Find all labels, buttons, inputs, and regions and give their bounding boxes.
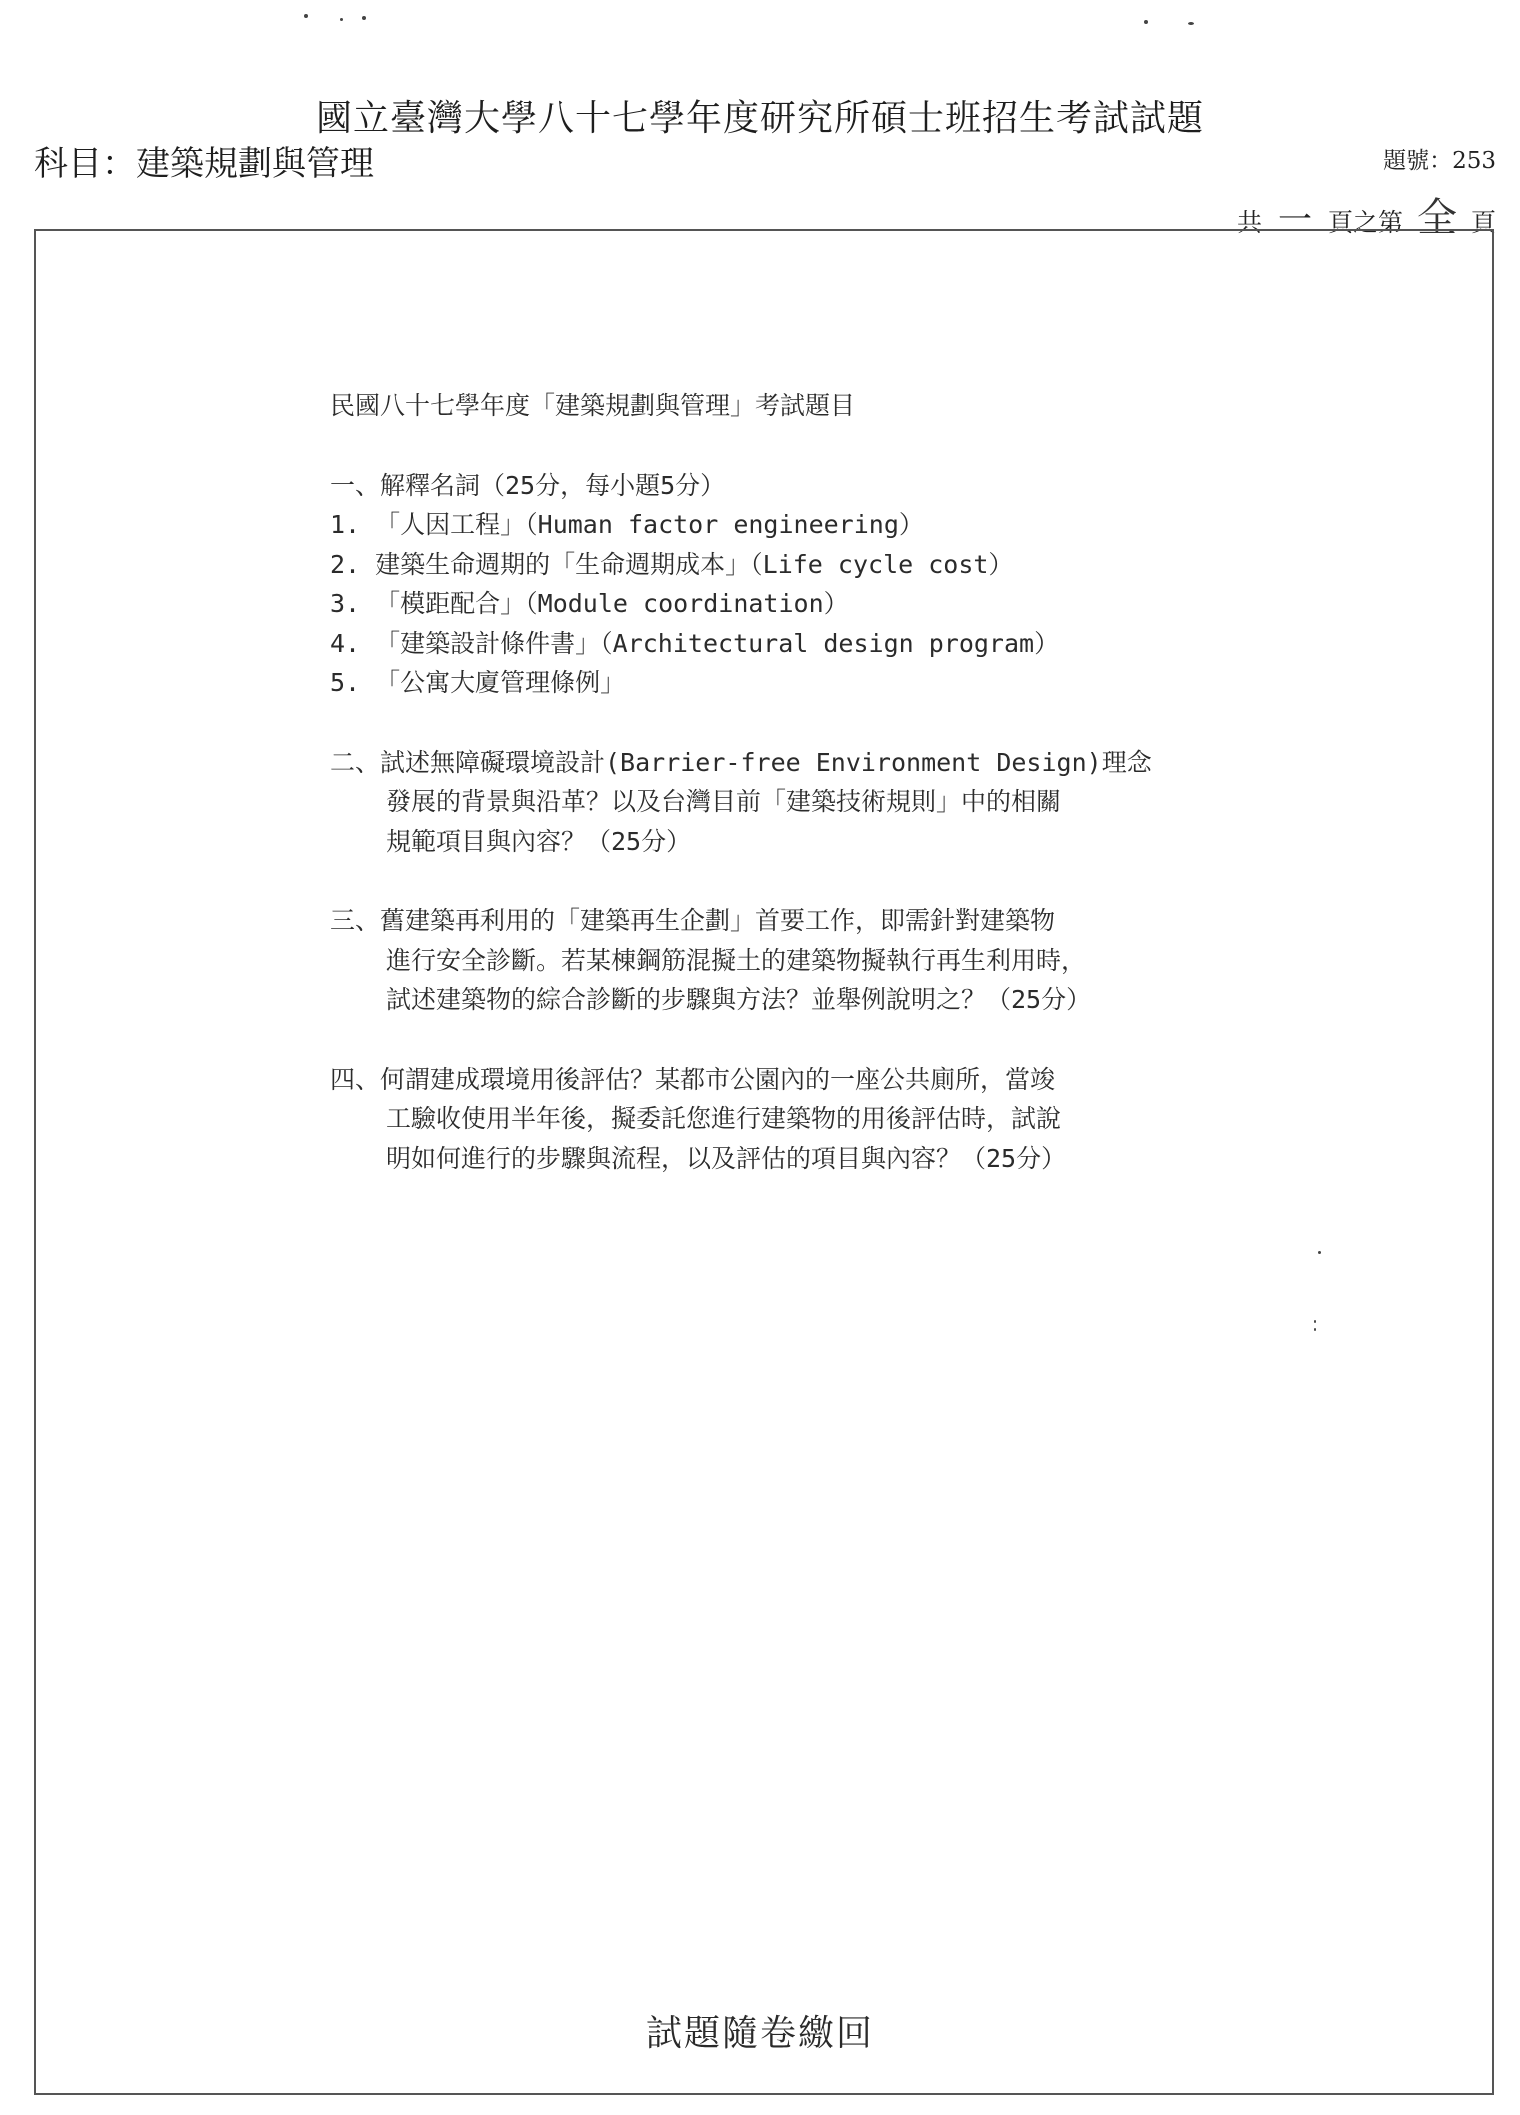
section-4 (330, 1060, 1250, 1179)
section-4-line: 明如何進行的步驟與流程，以及評估的項目與內容？（25分） (386, 1143, 1067, 1173)
page-current: 全 (1416, 195, 1457, 241)
section-2-line: 二、試述無障礙環境設計(Barrier-free Environment Design)理念 (330, 747, 1152, 777)
page-suffix: 頁 (1470, 208, 1496, 237)
section-1-title: 一、解釋名詞（25分，每小題5分） (330, 470, 726, 500)
section-1-item: 1. 「人因工程」（Human factor engineering） (330, 510, 924, 539)
subject-label: 科目：建築規劃與管理 (34, 144, 374, 184)
page-prefix: 共 (1236, 208, 1262, 237)
section-2 (330, 743, 1250, 862)
return-paper-note: 試題隨卷繳回 (645, 2013, 874, 2054)
section-1-item: 2. 建築生命週期的「生命週期成本」（Life cycle cost） (330, 549, 1014, 579)
section-4-line: 四、何謂建成環境用後評估？某都市公園內的一座公共廁所，當竣 (330, 1064, 1056, 1094)
question-number: 題號：253 (1383, 148, 1496, 174)
scan-speck (1314, 1320, 1316, 1323)
section-3-line: 進行安全診斷。若某棟鋼筋混擬土的建築物擬執行再生利用時， (386, 945, 1087, 975)
exam-title: 國立臺灣大學八十七學年度研究所碩士班招生考試試題 (315, 98, 1204, 139)
scan-speck (340, 18, 343, 21)
section-1-item: 4. 「建築設計條件書」（Architectural design program） (330, 628, 1060, 658)
exam-content (330, 386, 1250, 1178)
page-total: 一 (1277, 200, 1312, 240)
scan-speck (1188, 22, 1194, 25)
section-3-line: 三、舊建築再利用的「建築再生企劃」首要工作，即需針對建築物 (330, 906, 1056, 935)
scan-speck (1318, 1251, 1321, 1254)
section-3-line: 試述建築物的綜合診斷的步驟與方法？並舉例說明之？（25分） (386, 985, 1092, 1014)
section-1-item: 3. 「模距配合」（Module coordination） (330, 589, 849, 618)
exam-heading: 民國八十七學年度「建築規劃與管理」考試題目 (330, 391, 856, 420)
scan-speck (1144, 20, 1148, 24)
scan-speck (1314, 1328, 1316, 1331)
section-2-line: 發展的背景與沿革？以及台灣目前「建築技術規則」中的相關 (386, 787, 1062, 816)
scan-speck (362, 16, 366, 20)
section-2-line: 規範項目與內容？（25分） (386, 826, 692, 856)
section-4-line: 工驗收使用半年後，擬委託您進行建築物的用後評估時，試說 (386, 1104, 1062, 1133)
page-mid: 頁之第 (1327, 208, 1403, 237)
section-3 (330, 901, 1250, 1020)
scan-speck (304, 14, 308, 18)
section-1 (330, 466, 1250, 703)
section-1-item: 5. 「公寓大廈管理條例」 (330, 668, 626, 697)
